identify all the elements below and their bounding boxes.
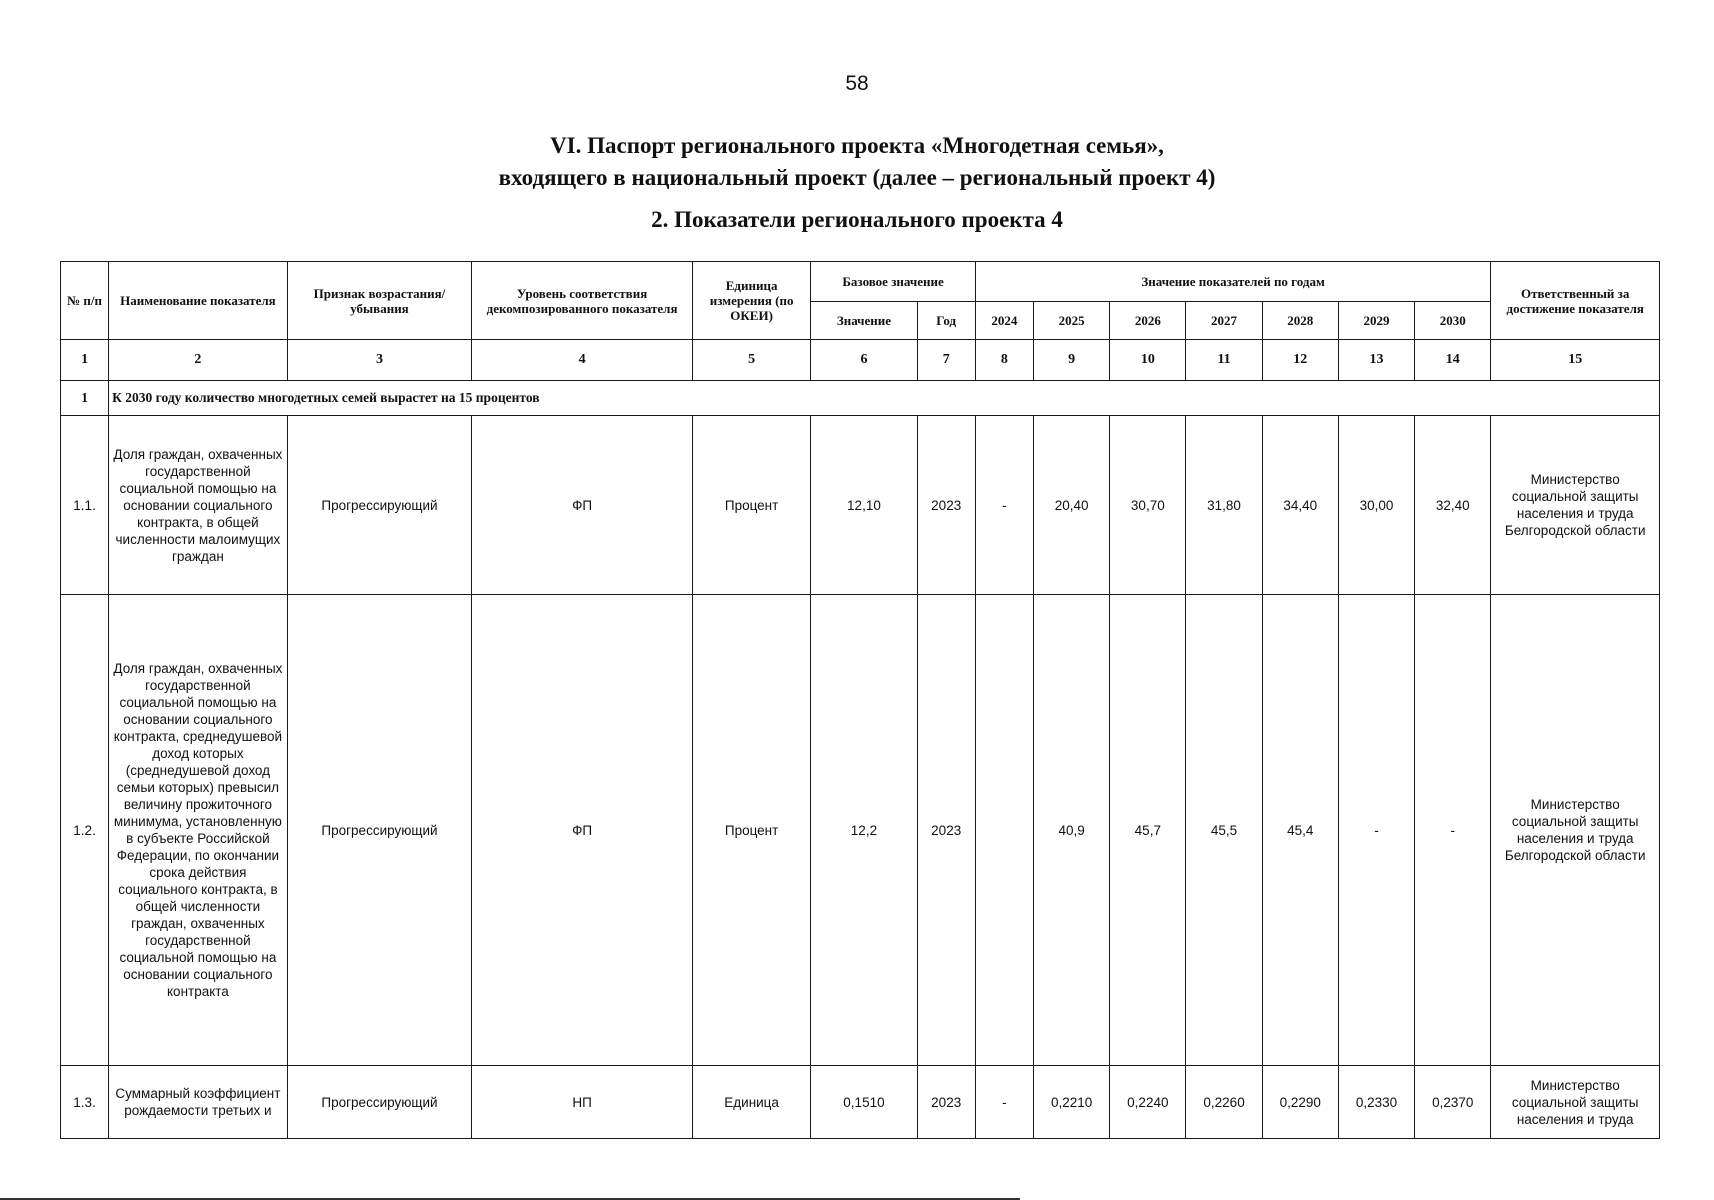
row-sign: Прогрессирующий (287, 416, 472, 595)
header-year: 2026 (1110, 302, 1186, 340)
page-number: 58 (845, 72, 869, 95)
row-sign: Прогрессирующий (287, 1066, 472, 1139)
column-number: 14 (1415, 340, 1491, 381)
row-year-value: 32,40 (1415, 416, 1491, 595)
row-year-value: - (1415, 595, 1491, 1066)
section-subtitle: 2. Показатели регионального проекта 4 (651, 207, 1063, 232)
row-year-value: - (975, 1066, 1033, 1139)
header-base-value: Значение (811, 302, 917, 340)
header-name: Наименование показателя (109, 262, 288, 340)
row-base-value: 12,2 (811, 595, 917, 1066)
header-years-group: Значение показателей по годам (975, 262, 1491, 302)
column-number: 10 (1110, 340, 1186, 381)
row-responsible: Министерство социальной защиты населения и труда (1491, 1066, 1660, 1139)
row-sign: Прогрессирующий (287, 595, 472, 1066)
document-title (0, 130, 1714, 194)
indicators-table (60, 261, 1660, 1139)
column-number: 1 (61, 340, 109, 381)
row-num: 1.1. (61, 416, 109, 595)
header-year: 2024 (975, 302, 1033, 340)
row-name: Доля граждан, охваченных государственной социальной помощью на основании социального контракта, среднедушевой доход которых (среднедушевой доход семьи которых) превысил величину прожиточного минимума, установленную в субъекте Российской Федерации, по окончании срока действия социального контракта, в общей численности граждан, охваченных государственной социальной помощью на основании социального контракта (109, 595, 288, 1066)
row-base-year: 2023 (917, 1066, 975, 1139)
row-year-value: 30,70 (1110, 416, 1186, 595)
row-level: ФП (472, 416, 693, 595)
row-year-value: 45,7 (1110, 595, 1186, 1066)
column-number: 9 (1033, 340, 1109, 381)
table-row (61, 595, 1660, 1066)
header-year: 2030 (1415, 302, 1491, 340)
header-unit: Единица измерения (по ОКЕИ) (692, 262, 810, 340)
header-sign: Признак возрастания/убывания (287, 262, 472, 340)
table-row (61, 416, 1660, 595)
table-row (61, 1066, 1660, 1139)
row-base-value: 12,10 (811, 416, 917, 595)
header-base-year: Год (917, 302, 975, 340)
row-name: Суммарный коэффициент рождаемости третьих и (109, 1066, 288, 1139)
row-name: Доля граждан, охваченных государственной социальной помощью на основании социального контракта, в общей численности малоимущих граждан (109, 416, 288, 595)
row-year-value: 45,4 (1262, 595, 1338, 1066)
row-year-value: 34,40 (1262, 416, 1338, 595)
row-year-value: 45,5 (1186, 595, 1262, 1066)
header-year: 2027 (1186, 302, 1262, 340)
header-responsible: Ответственный за достижение показателя (1491, 262, 1660, 340)
row-year-value: 40,9 (1033, 595, 1109, 1066)
column-number: 8 (975, 340, 1033, 381)
header-base-group: Базовое значение (811, 262, 976, 302)
row-year-value: 0,2370 (1415, 1066, 1491, 1139)
header-year: 2029 (1338, 302, 1414, 340)
column-number: 7 (917, 340, 975, 381)
column-number: 3 (287, 340, 472, 381)
row-responsible: Министерство социальной защиты населения и труда Белгородской области (1491, 595, 1660, 1066)
row-base-year: 2023 (917, 595, 975, 1066)
row-unit: Единица (692, 1066, 810, 1139)
row-level: ФП (472, 595, 693, 1066)
row-unit: Процент (692, 416, 810, 595)
header-num: № п/п (61, 262, 109, 340)
column-number: 11 (1186, 340, 1262, 381)
row-year-value: - (975, 416, 1033, 595)
row-year-value: 30,00 (1338, 416, 1414, 595)
row-year-value: 0,2260 (1186, 1066, 1262, 1139)
row-num: 1.3. (61, 1066, 109, 1139)
row-year-value: 0,2330 (1338, 1066, 1414, 1139)
column-number: 6 (811, 340, 917, 381)
column-number: 4 (472, 340, 693, 381)
column-number-row (61, 340, 1660, 381)
goal-num: 1 (61, 381, 109, 416)
row-year-value: 31,80 (1186, 416, 1262, 595)
row-num: 1.2. (61, 595, 109, 1066)
goal-text: К 2030 году количество многодетных семей вырастет на 15 процентов (109, 381, 1660, 416)
row-year-value: 0,2290 (1262, 1066, 1338, 1139)
header-level: Уровень соответствия декомпозированного показателя (472, 262, 693, 340)
row-responsible: Министерство социальной защиты населения и труда Белгородской области (1491, 416, 1660, 595)
title-line-2: входящего в национальный проект (далее – региональный проект 4) (498, 165, 1216, 190)
row-base-year: 2023 (917, 416, 975, 595)
column-number: 13 (1338, 340, 1414, 381)
row-year-value: 20,40 (1033, 416, 1109, 595)
column-number: 5 (692, 340, 810, 381)
row-year-value: - (1338, 595, 1414, 1066)
title-line-1: VI. Паспорт регионального проекта «Многодетная семья», (550, 133, 1164, 158)
row-year-value: 0,2210 (1033, 1066, 1109, 1139)
goal-row (61, 381, 1660, 416)
header-year: 2028 (1262, 302, 1338, 340)
column-number: 15 (1491, 340, 1660, 381)
row-base-value: 0,1510 (811, 1066, 917, 1139)
column-number: 2 (109, 340, 288, 381)
header-year: 2025 (1033, 302, 1109, 340)
header-row-1 (61, 262, 1660, 302)
row-year-value (975, 595, 1033, 1066)
row-unit: Процент (692, 595, 810, 1066)
row-level: НП (472, 1066, 693, 1139)
column-number: 12 (1262, 340, 1338, 381)
row-year-value: 0,2240 (1110, 1066, 1186, 1139)
